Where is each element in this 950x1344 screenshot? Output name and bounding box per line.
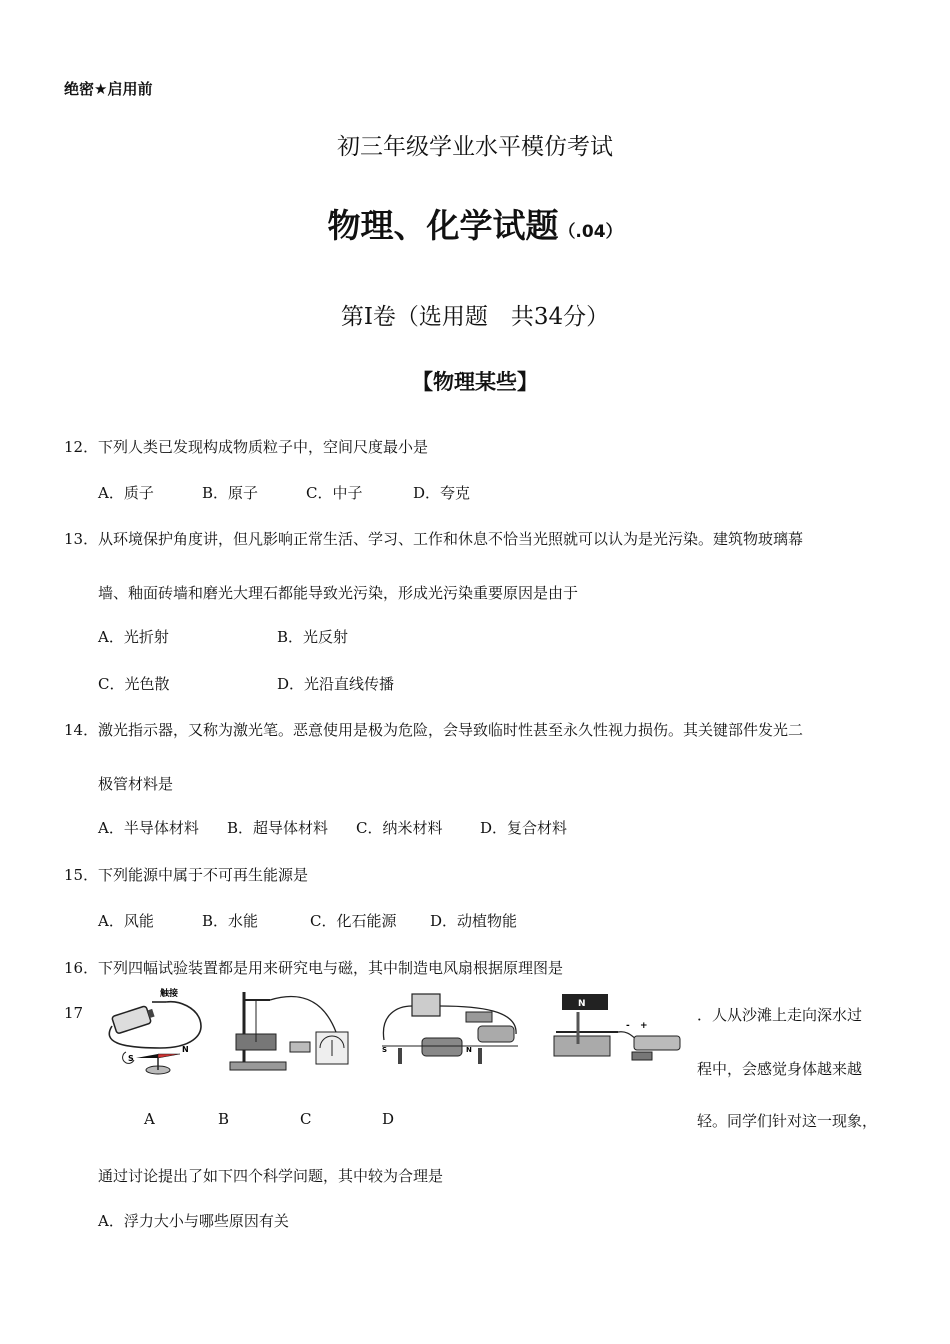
q12-number: 12．	[64, 438, 99, 456]
q17-stem-line3: 轻。同学们针对这一现象，	[697, 1112, 878, 1130]
rail-post	[398, 1048, 402, 1064]
switch	[466, 1012, 492, 1022]
wire	[270, 997, 336, 1032]
figure-c-n-label: N	[466, 1046, 472, 1054]
q15-option-d[interactable]: D．动植物能	[430, 912, 518, 930]
q13-option-a[interactable]: A．光折射	[98, 628, 169, 646]
q13-option-d[interactable]: D．光沿直线传播	[277, 675, 395, 693]
q14-option-b[interactable]: B．超导体材料	[227, 819, 329, 837]
magnet-bottom	[554, 1036, 610, 1056]
figure-a-contact-label: 触接	[160, 989, 179, 999]
q12-option-b[interactable]: B．原子	[202, 484, 259, 502]
q14-option-c[interactable]: C．纳米材料	[356, 819, 443, 837]
q13-number: 13．	[64, 530, 99, 548]
figure-c-label: C	[300, 1110, 312, 1128]
figure-d-minus-label: -	[626, 1021, 630, 1031]
volume-heading: 第Ⅰ卷（选用题 共34分）	[340, 304, 610, 330]
q13-option-b[interactable]: B．光反射	[277, 628, 349, 646]
figure-d-n-label: N	[578, 999, 586, 1009]
q17-stem-line4: 通过讨论提出了如下四个科学问题，其中较为合理是	[98, 1167, 444, 1185]
q16-number: 16．	[64, 959, 99, 977]
q14-stem-line2: 极管材料是	[98, 775, 174, 793]
figure-a-s-label: S	[128, 1054, 134, 1063]
rheostat	[634, 1036, 680, 1050]
q12-stem: 下列人类已发现构成物质粒子中，空间尺度最小是	[98, 438, 429, 456]
q15-number: 15．	[64, 866, 99, 884]
figure-d-magnet-apparatus	[548, 992, 688, 1072]
q17-stem-line1: ．人从沙滩上走向深水过	[697, 1006, 863, 1024]
q16-stem: 下列四幅试验装置都是用来研究电与磁，其中制造电风扇根据原理图是	[98, 959, 564, 977]
coil-right	[478, 1026, 514, 1042]
q14-option-d[interactable]: D．复合材料	[480, 819, 568, 837]
q14-stem-line1: 激光指示器，又称为激光笔。恶意使用是极为危险，会导致临时性甚至永久性视力损伤。其关键部件发光二	[98, 721, 804, 739]
switch	[632, 1052, 652, 1060]
q14-option-a[interactable]: A．半导体材料	[98, 819, 199, 837]
stand-base	[230, 1062, 286, 1070]
coil-left	[422, 1038, 462, 1056]
q12-option-a[interactable]: A．质子	[98, 484, 154, 502]
paper-title-date: （.04）	[558, 222, 623, 242]
figure-d-plus-label: +	[640, 1021, 648, 1031]
confidential-mark: 绝密★启用前	[64, 80, 153, 98]
q12-option-d[interactable]: D．夸克	[413, 484, 471, 502]
figure-b-induction-apparatus	[226, 986, 356, 1076]
q15-option-a[interactable]: A．风能	[98, 912, 154, 930]
wire-left	[383, 1006, 412, 1040]
q12-option-c[interactable]: C．中子	[306, 484, 363, 502]
q14-number: 14．	[64, 721, 99, 739]
figure-b-label: B	[218, 1110, 230, 1128]
section-heading: 【物理某些】	[412, 370, 538, 394]
exam-title: 初三年级学业水平模仿考试	[337, 134, 613, 160]
switch	[290, 1042, 310, 1052]
battery-icon	[412, 994, 440, 1016]
q13-stem-line1: 从环境保护角度讲，但凡影响正常生活、学习、工作和休息不恰当光照就可以认为是光污染。建筑物玻璃幕	[98, 530, 804, 548]
q15-option-c[interactable]: C．化石能源	[310, 912, 397, 930]
q17-option-a[interactable]: A．浮力大小与哪些原因有关	[98, 1212, 289, 1230]
figure-d-label: D	[382, 1110, 395, 1128]
paper-title-text: 物理、化学试题	[327, 206, 559, 245]
figure-a-n-label: N	[182, 1045, 189, 1054]
rail-post	[478, 1048, 482, 1064]
needle-north	[158, 1054, 180, 1058]
q15-option-b[interactable]: B．水能	[202, 912, 259, 930]
q13-option-c[interactable]: C．光色散	[98, 675, 170, 693]
q15-stem: 下列能源中属于不可再生能源是	[98, 866, 309, 884]
q13-stem-line2: 墙、釉面砖墙和磨光大理石都能导致光污染，形成光污染重要原因是由于	[98, 584, 579, 602]
figure-c-motor-apparatus	[378, 990, 523, 1072]
figure-c-s-label: S	[382, 1046, 388, 1054]
figure-a-oersted-apparatus	[100, 986, 210, 1078]
q17-stem-line2: 程中，会感觉身体越来越	[697, 1060, 863, 1078]
needle-south	[136, 1054, 158, 1058]
battery-icon	[112, 1006, 152, 1034]
q17-number: 17	[64, 1004, 84, 1022]
figure-a-label: A	[144, 1110, 155, 1128]
paper-title	[0, 200, 950, 247]
